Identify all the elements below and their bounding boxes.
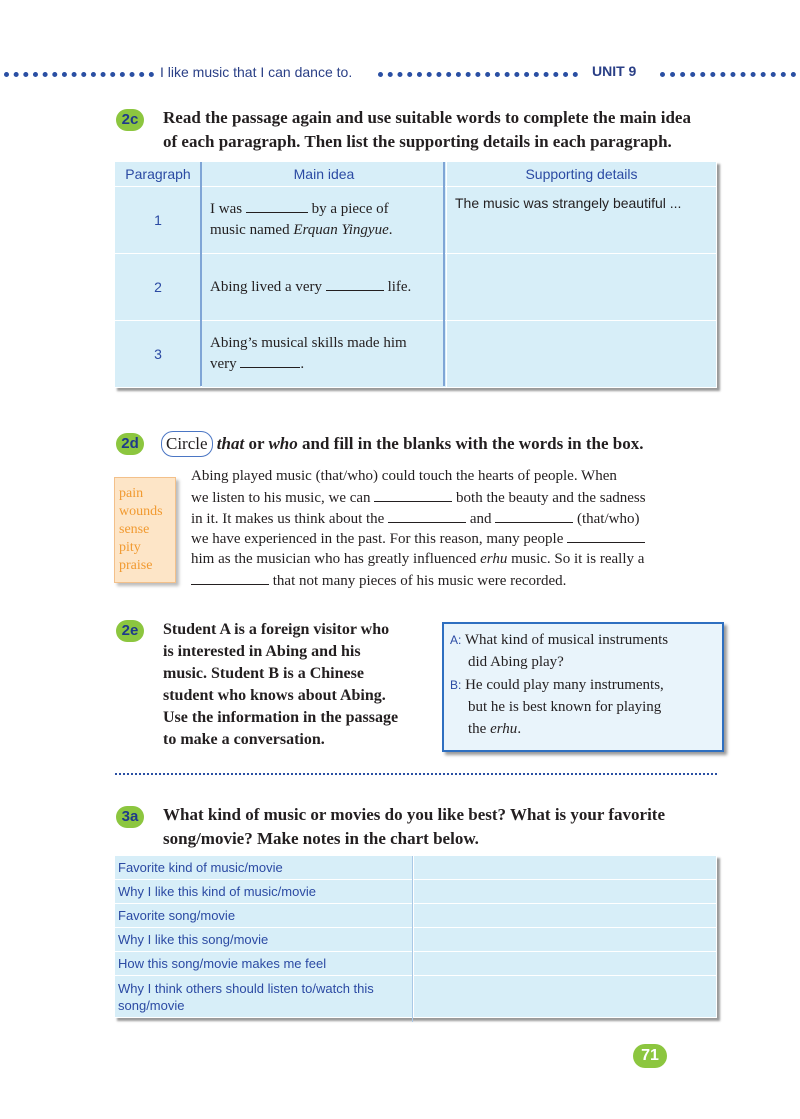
row-label: How this song/movie makes me feel [115, 952, 414, 976]
instruction-3a-line2: song/movie? Make notes in the chart below. [163, 829, 479, 848]
table-row [115, 976, 717, 1018]
instruction-2c-line1: Read the passage again and use suitable words to complete the main idea [163, 108, 691, 127]
section-divider [115, 773, 717, 775]
table-row [115, 928, 717, 952]
table-row [115, 880, 717, 904]
conversation-line: did Abing play? [468, 654, 564, 670]
passage-line: we have experienced in the past. For this reason, many people [191, 530, 645, 548]
badge-2e: 2e [116, 620, 144, 642]
badge-3a: 3a [116, 806, 144, 828]
answer-blank[interactable] [374, 489, 452, 502]
speaker-b: B: [450, 678, 462, 692]
row-label: Why I like this song/movie [115, 928, 414, 952]
instruction-2e-line: Student A is a foreign visitor who [163, 621, 390, 638]
notes-cell[interactable] [414, 904, 717, 928]
unit-label: UNIT 9 [592, 63, 637, 79]
conversation-line: the erhu. [468, 721, 522, 737]
instruction-2e-line: to make a conversation. [163, 731, 325, 748]
instruction-3a-line1: What kind of music or movies do you like best? What is your favorite [163, 805, 666, 824]
speaker-a: A: [450, 633, 462, 647]
table-row [115, 904, 717, 928]
col-header-paragraph: Paragraph [115, 162, 202, 187]
answer-blank[interactable] [495, 510, 573, 523]
word-item: praise [119, 558, 153, 573]
passage-line: that not many pieces of his music were recorded. [191, 572, 566, 590]
instruction-2e-line: student who knows about Abing. [163, 687, 386, 704]
answer-blank[interactable] [326, 278, 384, 291]
supporting-details-cell[interactable] [447, 254, 717, 321]
word-box [114, 477, 176, 583]
supporting-details-cell[interactable] [447, 321, 717, 388]
col-header-supporting-details: Supporting details [447, 162, 717, 187]
row-number: 2 [115, 254, 202, 321]
word-item: pain [119, 486, 144, 501]
conversation-line: A: What kind of musical instruments [450, 632, 669, 648]
answer-blank[interactable] [246, 200, 308, 213]
col-header-main-idea: Main idea [202, 162, 447, 187]
conversation-line: B: He could play many instruments, [450, 677, 664, 693]
word-item: pity [119, 540, 141, 555]
table-divider [412, 856, 413, 1022]
paragraph-table [114, 161, 717, 388]
answer-blank[interactable] [567, 530, 645, 543]
passage-line: in it. It makes us think about the and (that/who) [191, 511, 640, 527]
circle-word: Circle [161, 431, 213, 457]
passage-line: Abing played music (that/who) could touch the hearts of people. When [191, 468, 617, 484]
header-dots-left [4, 72, 154, 83]
main-idea-cell: Abing’s musical skills made him very . [202, 321, 447, 388]
instruction-2e-line: music. Student B is a Chinese [163, 665, 364, 682]
main-idea-cell: Abing lived a very life. [202, 254, 447, 321]
badge-2d: 2d [116, 433, 144, 455]
table-row [115, 187, 717, 254]
conversation-box [442, 622, 724, 752]
passage-line: him as the musician who has greatly influenced erhu music. So it is really a [191, 551, 645, 567]
row-label: Favorite song/movie [115, 904, 414, 928]
answer-blank[interactable] [240, 355, 300, 368]
instruction-2c-line2: of each paragraph. Then list the supporting details in each paragraph. [163, 132, 672, 151]
answer-blank[interactable] [388, 510, 466, 523]
header-dots-middle [378, 72, 578, 83]
instruction-2e-line: Use the information in the passage [163, 709, 399, 726]
running-title: I like music that I can dance to. [160, 64, 353, 80]
word-item: wounds [119, 504, 163, 519]
table-divider [200, 162, 202, 386]
table-row [115, 254, 717, 321]
notes-cell[interactable] [414, 928, 717, 952]
conversation-line: but he is best known for playing [468, 699, 662, 715]
row-number: 1 [115, 187, 202, 254]
page-number: 71 [633, 1044, 667, 1068]
row-label: Why I think others should listen to/watch this song/movie [115, 976, 414, 1018]
table-row [115, 856, 717, 880]
table-divider [443, 162, 445, 386]
notes-cell[interactable] [414, 880, 717, 904]
notes-cell[interactable] [414, 952, 717, 976]
instruction-2d: Circle that or who and fill in the blanks with the words in the box. [161, 431, 644, 457]
notes-cell[interactable] [414, 856, 717, 880]
table-row [115, 952, 717, 976]
row-number: 3 [115, 321, 202, 388]
row-label: Why I like this kind of music/movie [115, 880, 414, 904]
answer-blank[interactable] [191, 572, 269, 585]
instruction-2e-line: is interested in Abing and his [163, 643, 361, 660]
header-dots-right [660, 72, 796, 83]
main-idea-cell: I was by a piece of music named Erquan Yingyue. [202, 187, 447, 254]
passage-line: we listen to his music, we can both the beauty and the sadness [191, 490, 646, 506]
notes-chart [114, 855, 717, 1018]
table-row [115, 321, 717, 388]
badge-2c: 2c [116, 109, 144, 131]
word-item: sense [119, 522, 150, 537]
supporting-details-cell[interactable]: The music was strangely beautiful ... [447, 187, 717, 254]
notes-cell[interactable] [414, 976, 717, 1018]
row-label: Favorite kind of music/movie [115, 856, 414, 880]
